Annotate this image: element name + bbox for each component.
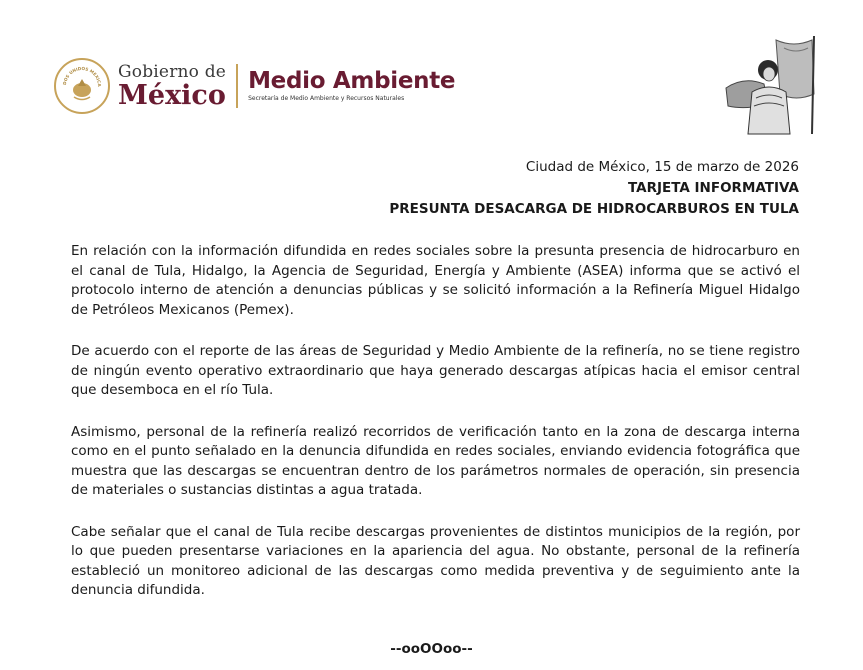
paragraph-1: En relación con la información difundida en redes sociales sobre la presunta presencia de hidrocarburo en el canal de Tula, Hidalgo, la Agencia de Seguridad, Energía y Ambiente (ASEA) informa que se activó el protocolo interno de atención a denuncias públicas y se solicitó información a la Refinería Miguel Hidalgo de Petróleos Mexicanos (Pemex).	[71, 243, 800, 318]
document-type: TARJETA INFORMATIVA	[627, 180, 799, 196]
place-date: Ciudad de México, 15 de marzo de 2026	[525, 159, 799, 175]
paragraph-3: Asimismo, personal de la refinería realizó recorridos de verificación tanto en la zona de descarga interna como en el punto señalado en la denuncia difundida en redes sociales, enviando evidencia fotográfica que muestra que las descargas se encuentran dentro de los parámetros normales de operación, sin presencia de materiales o sustancias distintas a agua tratada.	[71, 423, 800, 498]
closing-mark: --ooOOoo--	[390, 641, 473, 657]
header-divider	[236, 64, 238, 108]
header-logo-group	[54, 58, 455, 114]
document-heading	[389, 157, 799, 220]
national-seal-icon	[54, 58, 110, 114]
paragraph-2: De acuerdo con el reporte de las áreas de Seguridad y Medio Ambiente de la refinería, no se tiene registro de ningún evento operativo extraordinario que haya generado descargas atípicas hacia el emisor central que desemboca en el río Tula.	[71, 343, 800, 398]
paragraph-4: Cabe señalar que el canal de Tula recibe descargas provenientes de distintos municipios de la región, por lo que pueden presentarse variaciones en la apariencia del agua. No obstante, personal de la refinería estableció un monitoreo adicional de las descargas como medida preventiva y de seguimiento ante la denuncia difundida.	[71, 523, 800, 598]
document-title: PRESUNTA DESACARGA DE HIDROCARBUROS EN TULA	[389, 201, 799, 217]
government-wordmark	[118, 61, 227, 111]
gob-line2: México	[118, 79, 226, 111]
seal-text: DOS UNIDOS MEXICA	[61, 65, 103, 87]
document-body	[71, 242, 800, 623]
department-wordmark	[248, 70, 455, 102]
gob-line1: Gobierno de	[118, 61, 227, 82]
heroine-flag-emblem-icon	[724, 34, 819, 136]
department-title: Medio Ambiente	[248, 68, 456, 94]
department-subtitle: Secretaría de Medio Ambiente y Recursos Naturales	[248, 95, 405, 102]
